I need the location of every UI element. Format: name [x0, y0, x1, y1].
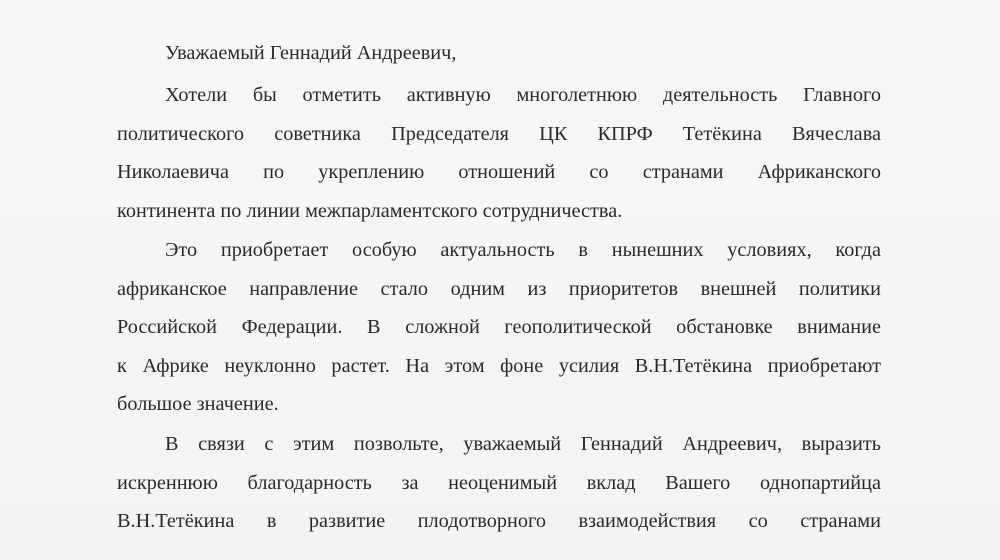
paragraph-2-line-3: Российской Федерации. В сложной геополитической обстановке внимание	[117, 316, 881, 338]
paragraph-1-line-4: континента по линии межпарламентского сотрудничества.	[117, 199, 623, 222]
paragraph-2-line-4: к Африке неуклонно растет. На этом фоне усилия В.Н.Тетёкина приобретают	[117, 354, 881, 377]
paragraph-2	[117, 231, 881, 424]
paragraph-2-line-5: большое значение.	[117, 393, 279, 415]
paragraph-2-line-2: африканское направление стало одним из приоритетов внешней политики	[117, 277, 881, 300]
paragraph-3-line-2: искреннюю благодарность за неоценимый вклад Вашего однопартийца	[117, 471, 881, 494]
paragraph-1	[117, 76, 881, 230]
paragraph-2-line-1: Это приобретает особую актуальность в нынешних условиях, когда	[165, 239, 881, 261]
salutation: Уважаемый Геннадий Андреевич,	[165, 42, 457, 64]
paragraph-3-line-3: В.Н.Тетёкина в развитие плодотворного взаимодействия со странами	[117, 510, 881, 532]
paragraph-1-line-1: Хотели бы отметить активную многолетнюю деятельность Главного	[165, 84, 881, 106]
paragraph-1-line-3: Николаевича по укреплению отношений со странами Африканского	[117, 161, 881, 183]
paragraph-3-line-1: В связи с этим позвольте, уважаемый Геннадий Андреевич, выразить	[165, 433, 881, 455]
paragraph-1-line-2: политического советника Председателя ЦК КПРФ Тетёкина Вячеслава	[117, 122, 881, 145]
paragraph-3	[117, 425, 881, 541]
